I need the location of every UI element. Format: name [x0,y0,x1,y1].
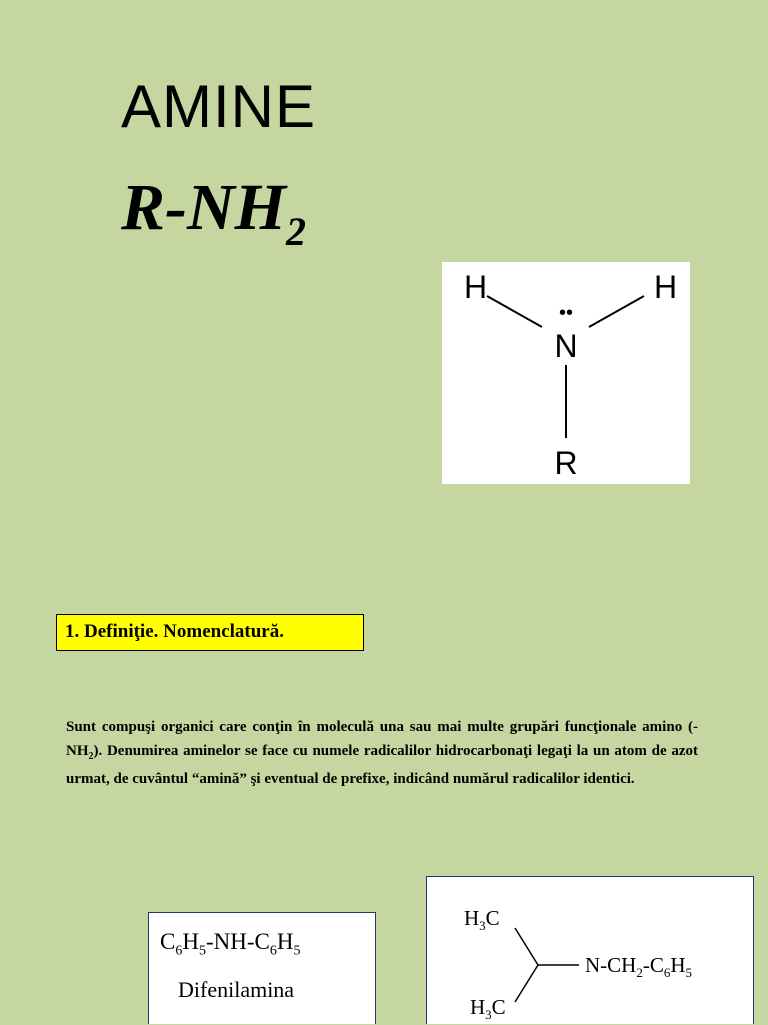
slide-title: AMINE [121,73,317,140]
formula-subscript: 6 [269,943,277,959]
formula-subscript: 5 [198,943,206,959]
formula-part: C [160,929,176,954]
formula-main: R-NH [121,171,286,244]
formula-part: H [276,929,294,954]
atom-r: R [554,445,578,481]
formula-part: -NH-C [205,929,270,954]
atom-h-left: H [464,269,488,305]
atom-n: N [554,328,578,364]
atom-h-right: H [654,269,678,305]
bond-upper [515,928,538,965]
definition-text-1: Sunt compuşi organici care conţin în moleculă una sau mai multe grupări funcţionale amino (-NH [66,719,698,759]
definition-subscript: 2 [88,750,94,762]
example-isopropylbenzylamine [426,876,754,1024]
bond-h-right [589,296,644,327]
example-diphenylamine [148,912,376,1024]
formula-subscript: 2 [286,209,306,254]
lone-pair: •• [558,302,574,324]
methyl-bottom: $H_3C$ [470,995,506,1022]
formula-part: H [182,929,199,954]
benzyl-chain: $N-CH_2-C_6H_5$ [585,953,693,980]
section-heading: 1. Definiţie. Nomenclatură. [56,614,364,651]
bond-lower [515,965,538,1002]
bond-h-left [487,296,542,327]
diphenylamine-formula [160,929,300,960]
amine-structure-diagram [442,262,690,484]
formula-subscript: 5 [293,943,301,959]
methyl-top: $H_3C$ [464,906,500,933]
general-formula [121,170,306,255]
definition-paragraph [66,716,698,792]
formula-subscript: 6 [175,943,183,959]
diphenylamine-name: Difenilamina [178,977,295,1002]
definition-text-2: ). Denumirea aminelor se face cu numele radicalilor hidrocarbonaţi legaţi la un atom de azot urmat, de cuvântul “amină” şi eventual de prefixe, indicând numărul radicalilor identici. [66,742,698,787]
